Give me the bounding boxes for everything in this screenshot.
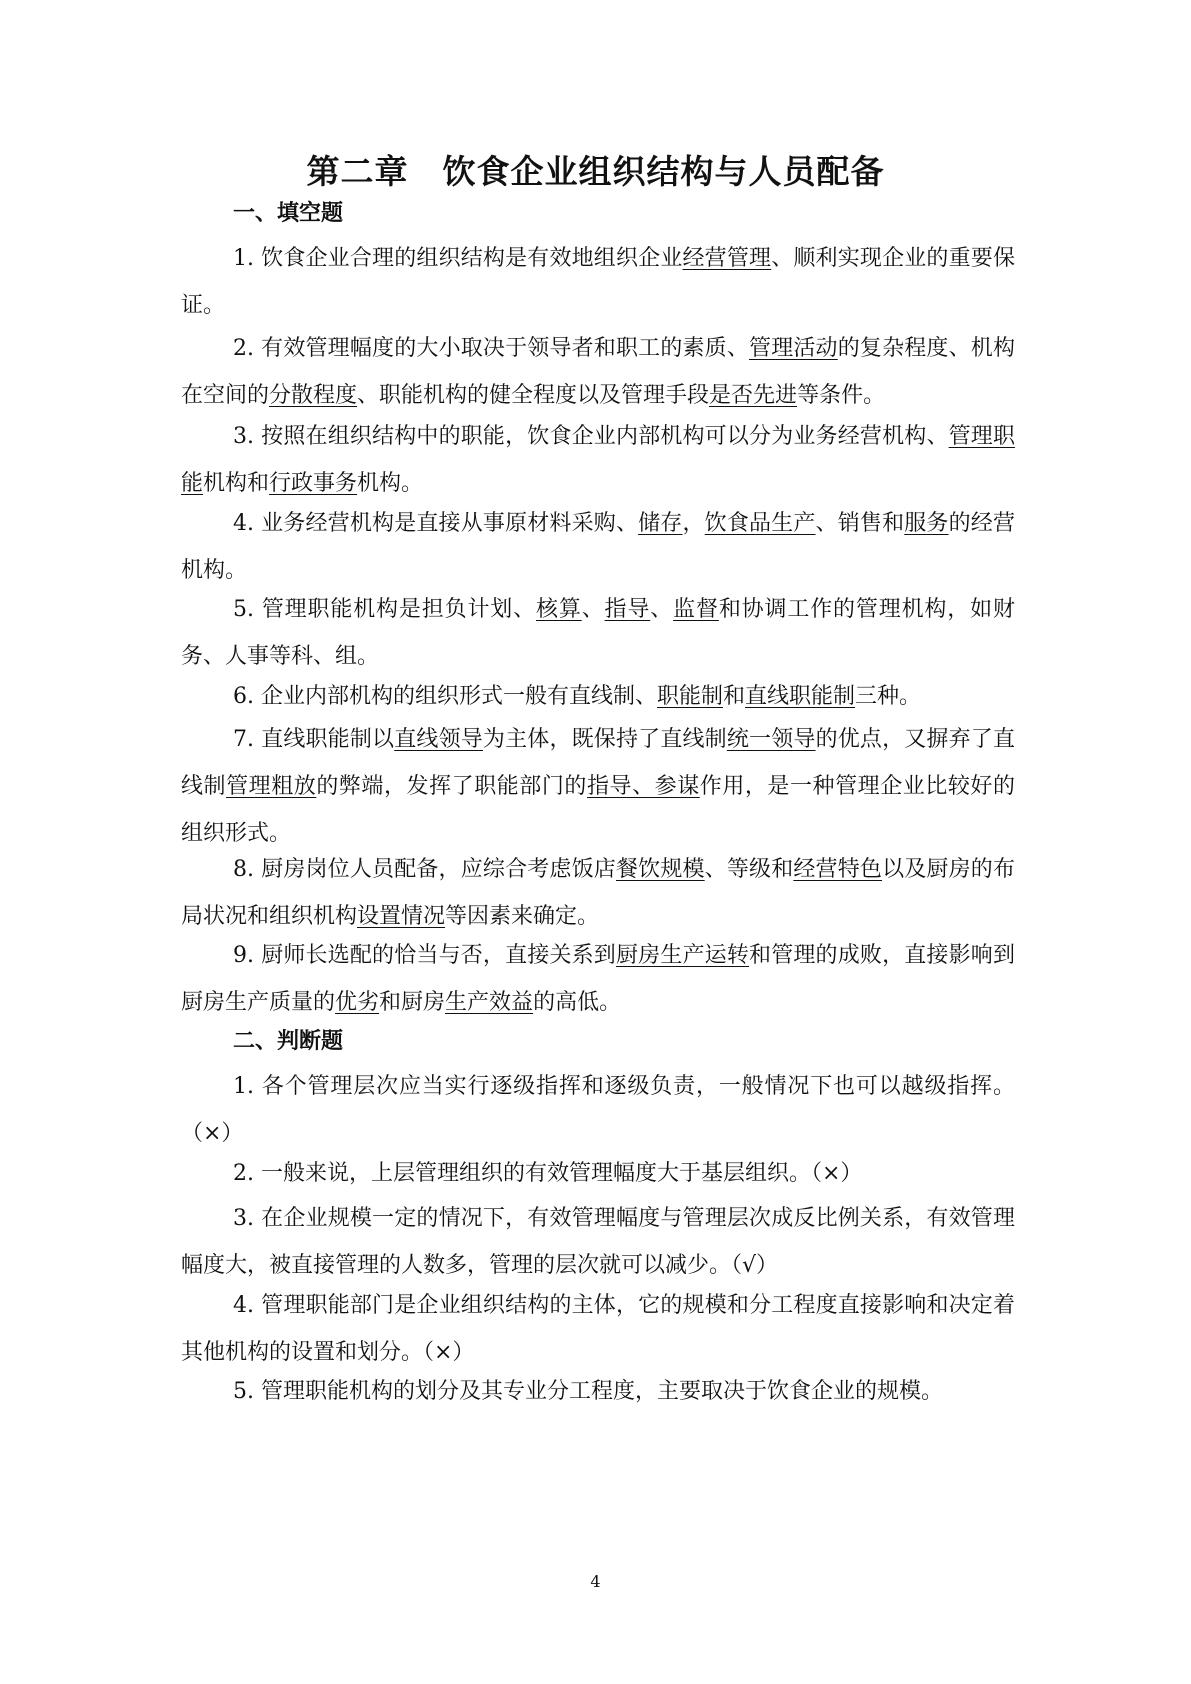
answer-blank-text: 指导 xyxy=(604,597,651,622)
true-false-question-3 xyxy=(181,1195,1015,1289)
question-text: 2. 有效管理幅度的大小取决于领导者和职工的素质、 xyxy=(233,336,750,361)
section-heading-true-false: 二、判断题 xyxy=(233,1029,344,1054)
question-text: 1. 各个管理层次应当实行逐级指挥和逐级负责，一般情况下也可以越级指挥。（×） xyxy=(181,1074,1015,1146)
answer-blank-text: 分散程度 xyxy=(269,383,358,408)
answer-blank-text: 管理粗放 xyxy=(226,774,317,799)
question-text: 3. 在企业规模一定的情况下，有效管理幅度与管理层次成反比例关系，有效管理幅度大，被直接管理的人数多，管理的层次就可以减少。（√） xyxy=(181,1206,1015,1278)
question-text: 机构。 xyxy=(357,471,424,496)
true-false-question-1 xyxy=(181,1063,1015,1157)
answer-blank-text: 厨房生产运转 xyxy=(615,943,750,968)
question-text: 的弊端，发挥了职能部门的 xyxy=(316,774,587,799)
answer-blank-text: 职能制 xyxy=(657,684,724,709)
fill-blank-question-4 xyxy=(181,500,1015,594)
chapter-title: 第二章 饮食企业组织结构与人员配备 xyxy=(306,152,885,191)
question-text: 、职能机构的健全程度以及管理手段 xyxy=(357,383,710,408)
fill-blank-question-7 xyxy=(181,716,1015,857)
question-text: 机构和 xyxy=(203,471,270,496)
question-text: 和协调工作的管理机构，如财务、人事等科、组。 xyxy=(181,597,1015,669)
question-text: 为主体，既保持了直线制 xyxy=(482,727,727,752)
question-text: 7. 直线职能制以 xyxy=(233,727,395,752)
question-text: 5. 管理职能机构是担负计划、 xyxy=(233,597,536,622)
question-text: 、等级和 xyxy=(704,857,794,882)
question-text: 和 xyxy=(723,684,746,709)
answer-blank-text: 管理职能 xyxy=(181,424,1015,496)
section-heading-fill-blank: 一、填空题 xyxy=(233,201,344,226)
fill-blank-question-3 xyxy=(181,413,1015,507)
question-text: 等条件。 xyxy=(797,383,886,408)
fill-blank-question-5 xyxy=(181,586,1015,680)
answer-blank-text: 生产效益 xyxy=(445,990,534,1015)
answer-blank-text: 核算 xyxy=(535,597,582,622)
answer-blank-text: 经营特色 xyxy=(793,857,883,882)
question-text: 、 xyxy=(650,597,674,622)
true-false-question-2 xyxy=(181,1150,1015,1197)
question-text: 和厨房 xyxy=(379,990,446,1015)
question-text: 、 xyxy=(581,597,605,622)
fill-blank-question-8 xyxy=(181,846,1015,940)
answer-blank-text: 储存 xyxy=(638,511,683,536)
answer-blank-text: 管理活动 xyxy=(749,336,838,361)
answer-blank-text: 指导、参谋 xyxy=(586,774,700,799)
question-text: 以及厨房的布局状况和组织机构 xyxy=(181,857,1015,929)
question-text: 2. 一般来说，上层管理组织的有效管理幅度大于基层组织。（×） xyxy=(233,1161,863,1186)
question-text: 4. 业务经营机构是直接从事原材料采购、 xyxy=(233,511,639,536)
question-text: 作用，是一种管理企业比较好的组织形式。 xyxy=(181,774,1015,846)
question-text: 、顺利实现企业的重要保证。 xyxy=(181,246,1015,318)
fill-blank-question-1 xyxy=(181,235,1015,329)
question-text: 8. 厨房岗位人员配备，应综合考虑饭店 xyxy=(233,857,616,882)
question-text: 的复杂程度、机构在空间的 xyxy=(181,336,1015,408)
question-text: 等因素来确定。 xyxy=(445,904,600,929)
question-text: 的优点，又摒弃了直线制 xyxy=(181,727,1015,799)
answer-blank-text: 直线领导 xyxy=(394,727,483,752)
question-text: 三种。 xyxy=(855,684,922,709)
fill-blank-question-9 xyxy=(181,932,1015,1026)
question-text: ， xyxy=(682,511,705,536)
question-text: 4. 管理职能部门是企业组织结构的主体，它的规模和分工程度直接影响和决定着其他机构的设置和划分。（×） xyxy=(181,1293,1015,1365)
answer-blank-text: 服务 xyxy=(904,511,949,536)
answer-blank-text: 优劣 xyxy=(335,990,380,1015)
answer-blank-text: 经营管理 xyxy=(682,246,772,271)
fill-blank-question-2 xyxy=(181,325,1015,419)
fill-blank-question-6 xyxy=(181,673,1015,720)
question-text: 的高低。 xyxy=(533,990,622,1015)
page-number: 4 xyxy=(590,1572,601,1591)
question-text: 和管理的成败，直接影响到厨房生产质量的 xyxy=(181,943,1015,1015)
answer-blank-text: 监督 xyxy=(673,597,719,622)
question-text: 5. 管理职能机构的划分及其专业分工程度，主要取决于饮食企业的规模。 xyxy=(233,1379,943,1404)
question-text: 9. 厨师长选配的恰当与否，直接关系到 xyxy=(233,943,616,968)
question-text: 1. 饮食企业合理的组织结构是有效地组织企业 xyxy=(233,246,683,271)
answer-blank-text: 直线职能制 xyxy=(745,684,856,709)
question-text: 6. 企业内部机构的组织形式一般有直线制、 xyxy=(233,684,657,709)
answer-blank-text: 设置情况 xyxy=(357,904,446,929)
question-text: 、销售和 xyxy=(815,511,905,536)
answer-blank-text: 餐饮规模 xyxy=(615,857,705,882)
question-text: 的经营机构。 xyxy=(181,511,1015,583)
answer-blank-text: 是否先进 xyxy=(709,383,798,408)
answer-blank-text: 统一领导 xyxy=(726,727,816,752)
answer-blank-text: 饮食品生产 xyxy=(704,511,816,536)
true-false-question-5 xyxy=(181,1368,1015,1415)
answer-blank-text: 行政事务 xyxy=(269,471,358,496)
question-text: 3. 按照在组织结构中的职能，饮食企业内部机构可以分为业务经营机构、 xyxy=(233,424,949,449)
true-false-question-4 xyxy=(181,1282,1015,1376)
